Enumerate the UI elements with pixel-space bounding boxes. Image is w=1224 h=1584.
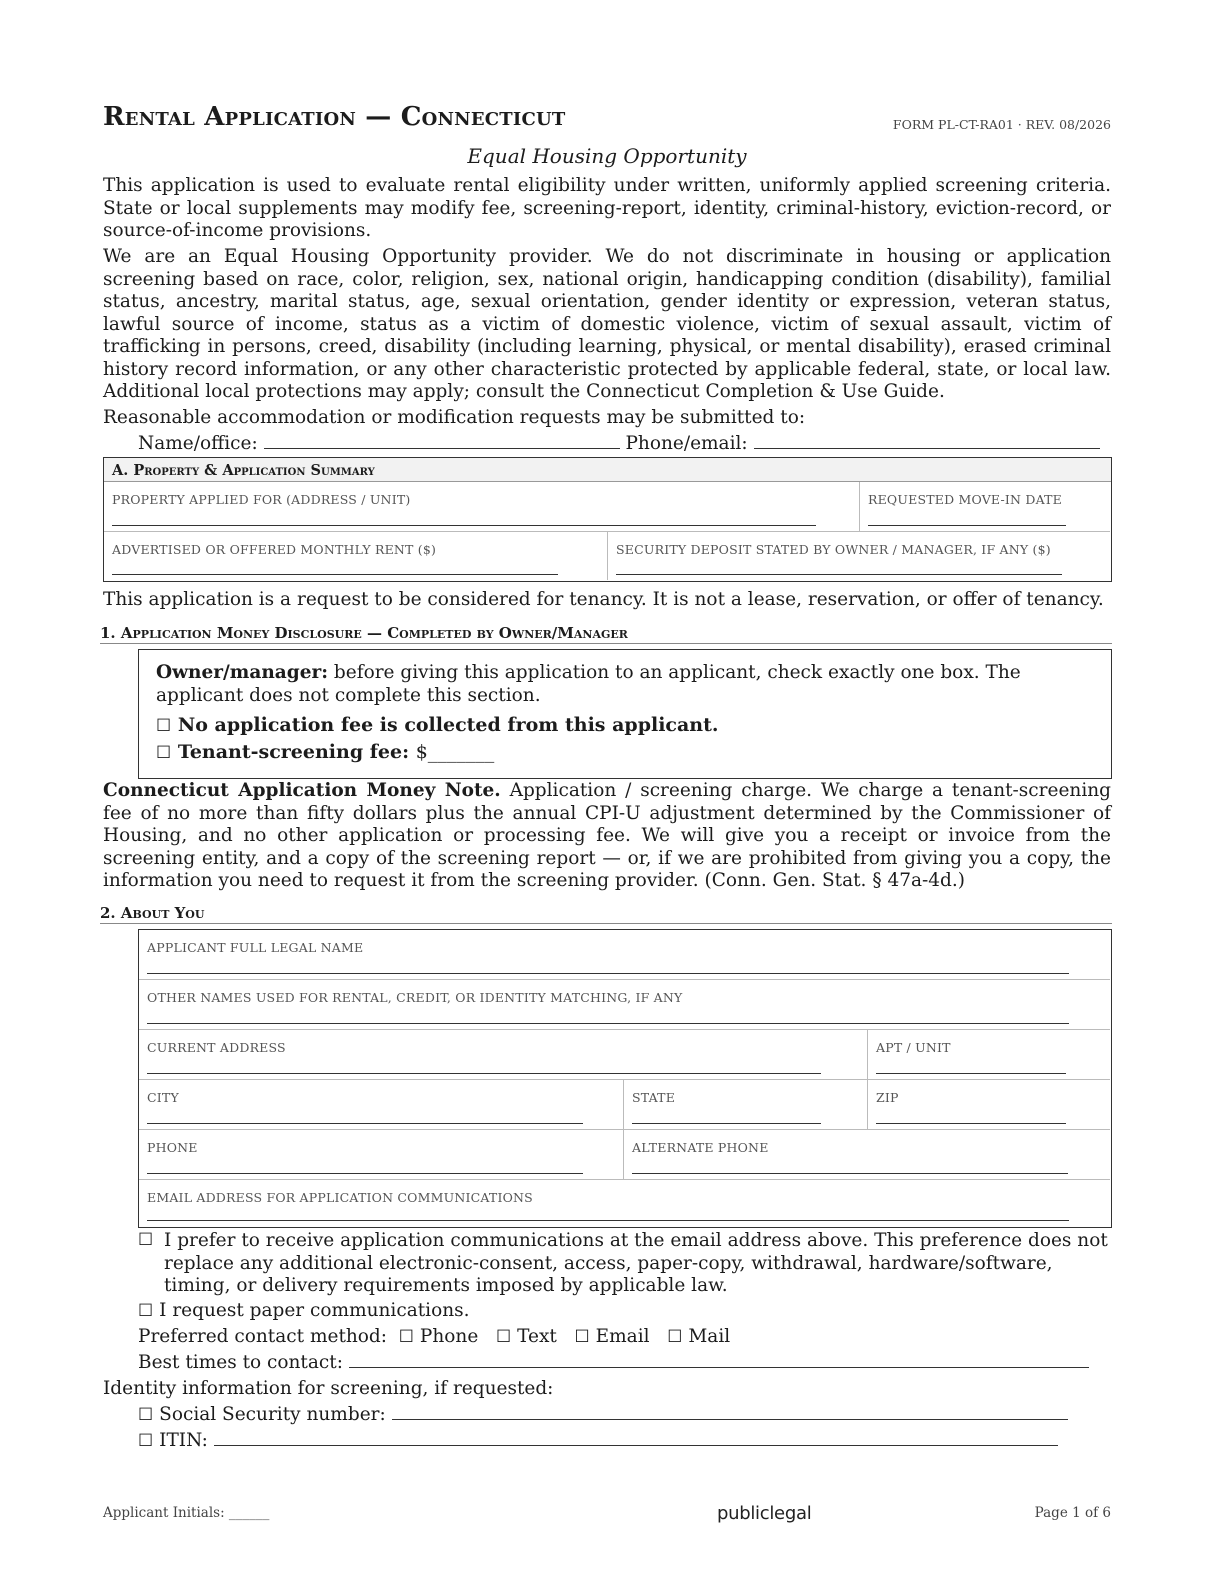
security-deposit-line bbox=[616, 573, 1062, 575]
contact-phone-label: Phone bbox=[419, 1326, 479, 1347]
email-label: EMAIL ADDRESS FOR APPLICATION COMMUNICATIONS bbox=[147, 1190, 533, 1205]
application-money-note bbox=[103, 780, 1111, 893]
applicant-initials[interactable]: Applicant Initials: ______ bbox=[103, 1505, 270, 1521]
itin-label: ITIN: bbox=[159, 1430, 208, 1451]
ssn-checkbox-icon[interactable]: ☐ bbox=[138, 1405, 154, 1425]
preferred-contact-row bbox=[138, 1326, 1112, 1349]
apt-unit-cell[interactable] bbox=[868, 1030, 1110, 1080]
phone-cell[interactable] bbox=[139, 1130, 624, 1180]
ssn-field[interactable] bbox=[392, 1405, 1068, 1420]
city-label: CITY bbox=[147, 1090, 179, 1105]
about-you-box bbox=[138, 929, 1112, 1228]
other-names-label: OTHER NAMES USED FOR RENTAL, CREDIT, OR IDENTITY MATCHING, IF ANY bbox=[147, 990, 683, 1005]
monthly-rent-line bbox=[112, 573, 558, 575]
state-line bbox=[632, 1122, 821, 1124]
city-cell[interactable] bbox=[139, 1080, 624, 1130]
full-name-line bbox=[147, 972, 1069, 974]
security-deposit-cell[interactable] bbox=[608, 532, 1110, 580]
no-fee-option[interactable] bbox=[156, 714, 719, 737]
alternate-phone-line bbox=[632, 1172, 1068, 1174]
best-times-field[interactable] bbox=[349, 1353, 1089, 1368]
contact-mail-label: Mail bbox=[688, 1326, 731, 1347]
apt-unit-label: APT / UNIT bbox=[876, 1040, 951, 1055]
section-2-header: 2. About You bbox=[100, 904, 1112, 924]
movein-date-cell[interactable] bbox=[860, 482, 1110, 532]
contact-phone-option[interactable] bbox=[399, 1326, 479, 1347]
itin-field[interactable] bbox=[214, 1431, 1058, 1446]
phone-label: PHONE bbox=[147, 1140, 198, 1155]
alternate-phone-cell[interactable] bbox=[624, 1130, 1110, 1180]
ssn-row bbox=[138, 1404, 1112, 1427]
contact-phone-checkbox-icon[interactable]: ☐ bbox=[398, 1327, 415, 1347]
intro-paragraph-3: Reasonable accommodation or modification requests may be submitted to: bbox=[103, 407, 806, 428]
footer bbox=[103, 1503, 1111, 1525]
phone-email-label: Phone/email: bbox=[625, 433, 748, 454]
monthly-rent-label: ADVERTISED OR OFFERED MONTHLY RENT ($) bbox=[112, 542, 437, 557]
screening-fee-label: Tenant-screening fee: bbox=[177, 741, 410, 763]
city-line bbox=[147, 1122, 583, 1124]
intro-paragraph-1: This application is used to evaluate rental eligibility under written, uniformly applied screening criteria. State or local supplements may modify fee, screening-report, identity, criminal-history, eviction-record, or source-of-income provisions. bbox=[103, 175, 1111, 242]
preferred-contact-label: Preferred contact method: bbox=[138, 1326, 388, 1347]
other-names-line bbox=[147, 1022, 1069, 1024]
email-preference-option[interactable] bbox=[138, 1230, 1112, 1298]
current-address-line bbox=[147, 1072, 821, 1074]
best-times-row bbox=[138, 1352, 1112, 1375]
name-office-field[interactable] bbox=[264, 434, 620, 449]
no-fee-checkbox-icon[interactable]: ☐ bbox=[156, 716, 172, 736]
identity-info-label: Identity information for screening, if requested: bbox=[103, 1378, 554, 1399]
current-address-cell[interactable] bbox=[139, 1030, 868, 1080]
property-summary-box bbox=[103, 457, 1112, 582]
form-title: Rental Application — Connecticut bbox=[103, 102, 566, 132]
owner-instructions-lead: Owner/manager: bbox=[156, 662, 329, 683]
itin-checkbox-icon[interactable]: ☐ bbox=[138, 1431, 154, 1451]
owner-instructions bbox=[156, 662, 1096, 707]
contact-text-option[interactable] bbox=[496, 1326, 557, 1347]
apt-unit-line bbox=[876, 1072, 1066, 1074]
paper-communications-label: I request paper communications. bbox=[159, 1300, 470, 1321]
form-subtitle: Equal Housing Opportunity bbox=[467, 144, 747, 168]
state-label: STATE bbox=[632, 1090, 676, 1105]
ssn-label: Social Security number: bbox=[159, 1404, 386, 1425]
contact-mail-option[interactable] bbox=[667, 1326, 730, 1347]
paper-communications-checkbox-icon[interactable]: ☐ bbox=[138, 1301, 154, 1321]
movein-date-label: REQUESTED MOVE-IN DATE bbox=[868, 492, 1062, 507]
best-times-label: Best times to contact: bbox=[138, 1352, 343, 1373]
contact-email-label: Email bbox=[595, 1326, 650, 1347]
full-name-cell[interactable] bbox=[139, 930, 1110, 980]
property-address-line bbox=[112, 524, 816, 526]
page-number: Page 1 of 6 bbox=[1034, 1505, 1111, 1521]
property-summary-header: A. Property & Application Summary bbox=[104, 458, 1111, 482]
owner-instructions-text: before giving this application to an applicant, check exactly one box. The applicant does not complete this section. bbox=[156, 662, 1021, 706]
contact-email-option[interactable] bbox=[574, 1326, 649, 1347]
full-name-label: APPLICANT FULL LEGAL NAME bbox=[147, 940, 364, 955]
paper-communications-option[interactable] bbox=[138, 1300, 1112, 1323]
current-address-label: CURRENT ADDRESS bbox=[147, 1040, 286, 1055]
property-address-label: PROPERTY APPLIED FOR (ADDRESS / UNIT) bbox=[112, 492, 411, 507]
owner-disclosure-box bbox=[138, 649, 1112, 779]
monthly-rent-cell[interactable] bbox=[104, 532, 608, 580]
email-preference-label: I prefer to receive application communications at the email address above. This preference does not replace any additional electronic-consent, access, paper-copy, withdrawal, hardware/software, timing, or delivery requirements imposed by applicable law. bbox=[164, 1230, 1108, 1297]
tenancy-note: This application is a request to be considered for tenancy. It is not a lease, reservation, or offer of tenancy. bbox=[103, 589, 1104, 610]
zip-line bbox=[876, 1122, 1066, 1124]
zip-label: ZIP bbox=[876, 1090, 899, 1105]
email-cell[interactable] bbox=[139, 1180, 1110, 1226]
property-address-cell[interactable] bbox=[104, 482, 860, 532]
phone-email-field[interactable] bbox=[754, 434, 1100, 449]
brand-logo: publiclegal bbox=[717, 1503, 812, 1524]
phone-line bbox=[147, 1172, 583, 1174]
name-office-label: Name/office: bbox=[138, 433, 258, 454]
itin-row bbox=[138, 1430, 1112, 1453]
accommodation-contact-row bbox=[138, 433, 1118, 456]
no-fee-label: No application fee is collected from this applicant. bbox=[177, 714, 719, 736]
contact-text-label: Text bbox=[517, 1326, 557, 1347]
section-1-header: 1. Application Money Disclosure — Completed by Owner/Manager bbox=[100, 624, 1112, 644]
contact-mail-checkbox-icon[interactable]: ☐ bbox=[667, 1327, 683, 1347]
screening-fee-option[interactable] bbox=[156, 741, 494, 764]
email-preference-checkbox-icon[interactable]: ☐ bbox=[138, 1230, 154, 1250]
movein-date-line bbox=[868, 524, 1066, 526]
intro-paragraph-2: We are an Equal Housing Opportunity provider. We do not discriminate in housing or application screening based on race, color, religion, sex, national origin, handicapping condition (disability), familial status, ancestry, marital status, age, sexual orientation, gender identity or expression, veteran status, lawful source of income, status as a victim of domestic violence, victim of sexual assault, victim of trafficking in persons, creed, disability (including learning, physical, or mental disability), erased criminal history record information, or any other characteristic protected by applicable federal, state, or local law. Additional local protections may apply; consult the Connecticut Completion & Use Guide. bbox=[103, 246, 1111, 403]
screening-fee-checkbox-icon[interactable]: ☐ bbox=[156, 743, 172, 763]
contact-email-checkbox-icon[interactable]: ☐ bbox=[574, 1327, 590, 1347]
security-deposit-label: SECURITY DEPOSIT STATED BY OWNER / MANAGER, IF ANY ($) bbox=[616, 542, 1051, 557]
zip-cell[interactable] bbox=[868, 1080, 1110, 1130]
money-note-text: Application / screening charge. We charge a tenant-screening fee of no more than fifty dollars plus the annual CPI-U adjustment determined by the Commissioner of Housing, and no other application or processing fee. We will give you a receipt or invoice from the screening entity, and a copy of the screening report — or, if we are prohibited from giving you a copy, the information you need to request it from the screening provider. (Conn. Gen. Stat. § 47a-4d.) bbox=[103, 780, 1111, 892]
state-cell[interactable] bbox=[624, 1080, 868, 1130]
screening-fee-amount-field[interactable]: $_______ bbox=[415, 741, 495, 763]
header bbox=[103, 102, 1111, 134]
alternate-phone-label: ALTERNATE PHONE bbox=[632, 1140, 769, 1155]
other-names-cell[interactable] bbox=[139, 980, 1110, 1030]
form-number: FORM PL-CT-RA01 · REV. 08/2026 bbox=[892, 117, 1111, 132]
money-note-lead: Connecticut Application Money Note. bbox=[103, 780, 501, 801]
contact-text-checkbox-icon[interactable]: ☐ bbox=[495, 1327, 512, 1347]
email-line bbox=[147, 1219, 1069, 1221]
